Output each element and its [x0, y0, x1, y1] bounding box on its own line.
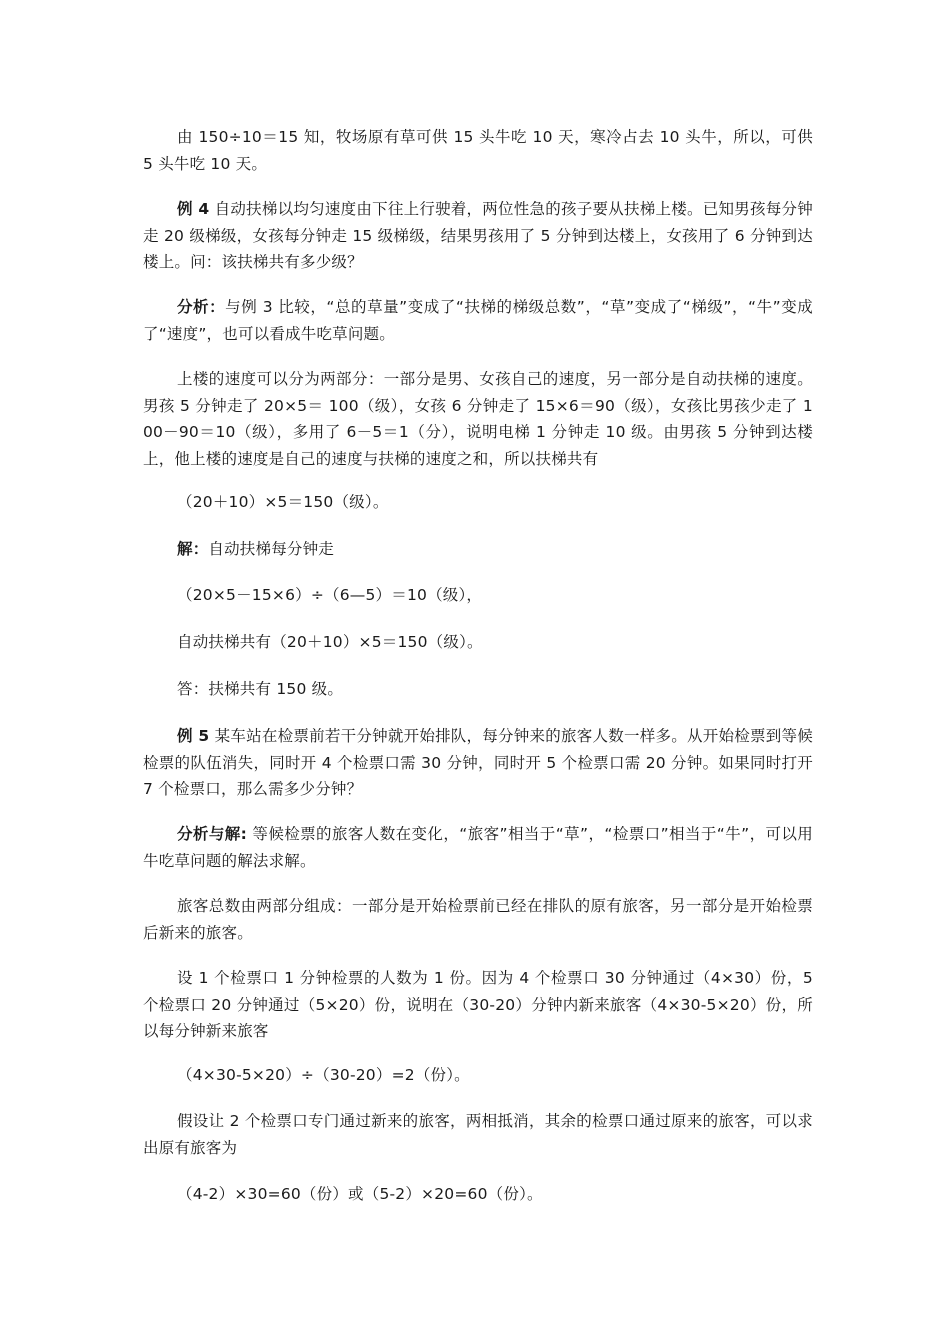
- analysis-label: 分析：: [177, 298, 226, 316]
- paragraph-text: 上楼的速度可以分为两部分：一部分是男、女孩自己的速度，另一部分是自动扶梯的速度。男孩 5 分钟走了 20×5＝ 100（级），女孩 6 分钟走了 15×6＝90（级），女孩比男孩少走了 100－90＝10（级），多用了 6－5＝1（分），说明电梯 1 分钟走 10 级。由男孩 5 分钟到达楼上，他上楼的速度是自己的速度与扶梯的速度之和，所以扶梯共有: [143, 370, 813, 468]
- analysis-text: 与例 3 比较，“总的草量”变成了“扶梯的梯级总数”，“草”变成了“梯级”，“牛”变成了“速度”，也可以看成牛吃草问题。: [143, 298, 813, 343]
- analysis-solution-text: 等候检票的旅客人数在变化，“旅客”相当于“草”，“检票口”相当于“牛”，可以用牛吃草问题的解法求解。: [143, 825, 814, 870]
- paragraph-text: 由 150÷10＝15 知，牧场原有草可供 15 头牛吃 10 天，寒冷占去 10 头牛，所以，可供 5 头牛吃 10 天。: [143, 128, 813, 173]
- paragraph-text: 旅客总数由两部分组成：一部分是开始检票前已经在排队的原有旅客，另一部分是开始检票后新来的旅客。: [143, 897, 813, 942]
- answer-line: 答：扶梯共有 150 级。: [177, 680, 344, 698]
- example-4-text: 自动扶梯以均匀速度由下往上行驶着，两位性急的孩子要从扶梯上楼。已知男孩每分钟走 20 级梯级，女孩每分钟走 15 级梯级，结果男孩用了 5 分钟到达楼上，女孩用了 6 分钟到达楼上。问：该扶梯共有多少级？: [143, 200, 814, 271]
- paragraph-speed: [143, 366, 813, 472]
- paragraph-example-5: [143, 723, 813, 803]
- equation-4: （4×30-5×20）÷（30-20）=2（份）。: [177, 1066, 470, 1084]
- solution-text: 自动扶梯每分钟走: [208, 540, 335, 558]
- paragraph-text: 假设让 2 个检票口专门通过新来的旅客，两相抵消，其余的检票口通过原来的旅客，可以求出原有旅客为: [143, 1112, 813, 1157]
- example-5-text: 某车站在检票前若干分钟就开始排队，每分钟来的旅客人数一样多。从开始检票到等候检票的队伍消失，同时开 4 个检票口需 30 分钟，同时开 5 个检票口需 20 分钟。如果同时打开 7 个检票口，那么需多少分钟？: [143, 727, 814, 798]
- solution-label: 解：: [177, 540, 209, 558]
- equation-2: （20×5－15×6）÷（6—5）＝10（级），: [177, 586, 483, 604]
- example-4-label: 例 4: [177, 200, 210, 218]
- paragraph-suppose: [143, 1108, 813, 1161]
- analysis-solution-label: 分析与解:: [177, 825, 248, 843]
- paragraph-text: 设 1 个检票口 1 分钟检票的人数为 1 份。因为 4 个检票口 30 分钟通过（4×30）份，5 个检票口 20 分钟通过（5×20）份，说明在（30-20）分钟内新来旅客（4×30-5×20）份，所以每分钟新来旅客: [143, 969, 813, 1040]
- equation-1: （20＋10）×5＝150（级）。: [177, 493, 389, 511]
- paragraph-analysis: [143, 294, 813, 347]
- paragraph-total-passengers: [143, 893, 813, 946]
- paragraph-example-4: [143, 196, 813, 276]
- example-5-label: 例 5: [177, 727, 210, 745]
- paragraph-solution: [177, 536, 334, 562]
- equation-5: （4-2）×30=60（份）或（5-2）×20=60（份）。: [177, 1185, 543, 1203]
- paragraph-pasture: [143, 124, 813, 177]
- equation-3: 自动扶梯共有（20＋10）×5＝150（级）。: [177, 633, 483, 651]
- paragraph-assumption: [143, 965, 813, 1045]
- paragraph-analysis-solution: [143, 821, 813, 874]
